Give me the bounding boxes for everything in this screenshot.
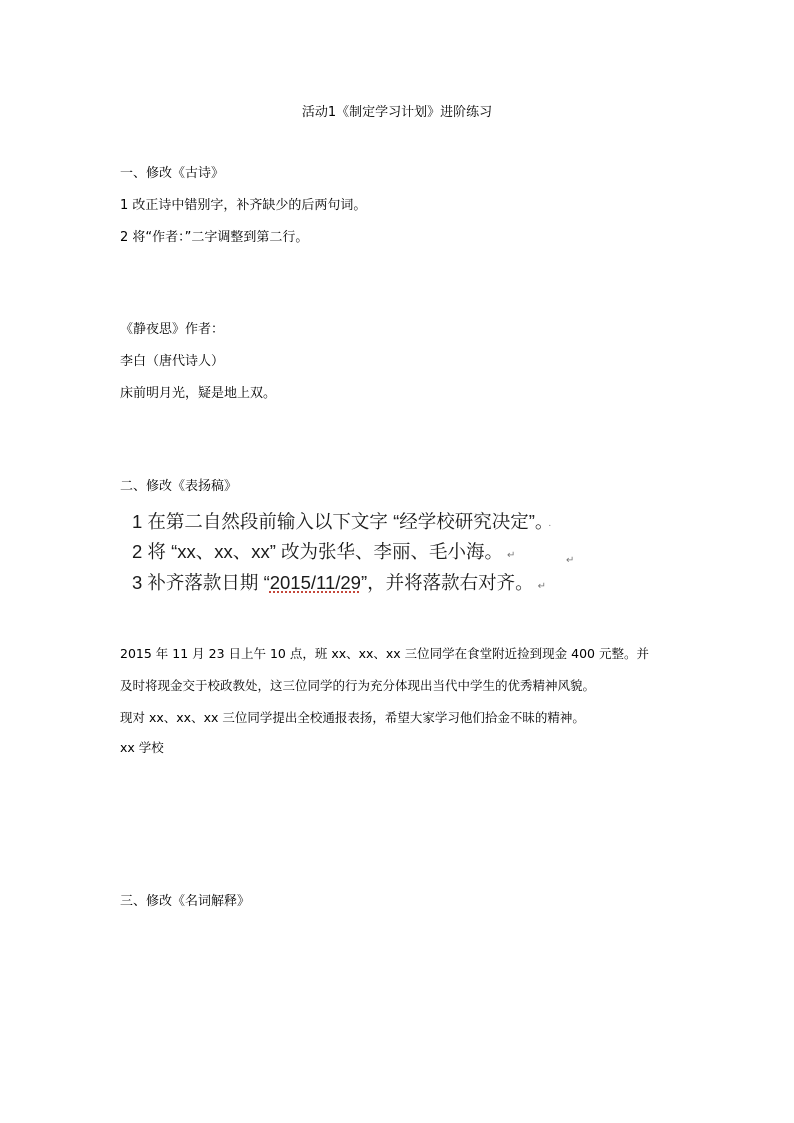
poem-title-line: 《静夜思》作者： [120,322,225,337]
praise-body-line-1: 2015 年 11 月 23 日上午 10 点，班 xx、xx、xx 三位同学在食堂附近捡到现金 400 元整。并 [120,646,649,661]
praise-signature: xx 学校 [120,740,164,755]
section2-task-2-text: 2 将 “xx、xx、xx” 改为张华、李丽、毛小海。 [132,541,504,562]
section1-task-1: 1 改正诗中错别字，补齐缺少的后两句词。 [120,198,367,213]
section2-task-3-before: 3 补齐落款日期 “ [132,572,270,593]
paragraph-return-mark-3: ↵ [537,581,547,592]
section2-task-1-text: 1 在第二自然段前输入以下文字 “经学校研究决定”。 [132,511,545,532]
paragraph-dot-mark: · [548,520,552,531]
section2-task-3-date: 2015/11/29 [269,572,361,593]
poem-verse-line: 床前明月光，疑是地上双。 [120,386,277,401]
section2-heading: 二、修改《表扬稿》 [120,479,238,494]
praise-body-line-3: 现对 xx、xx、xx 三位同学提出全校通报表扬，希望大家学习他们拾金不昧的精神。 [120,710,585,725]
document-title: 活动1《制定学习计划》进阶练习 [301,105,493,120]
poem-author-line: 李白（唐代诗人） [120,354,225,369]
praise-body-line-2: 及时将现金交于校政教处，这三位同学的行为充分体现出当代中学生的优秀精神风貌。 [120,678,596,693]
section2-task-3-after: ”，并将落款右对齐。 [360,572,534,593]
section1-task-2: 2 将“作者：”二字调整到第二行。 [120,230,309,245]
paragraph-return-mark-2: ↵ [566,555,575,566]
paragraph-return-mark: ↵ [507,550,516,561]
section2-task-3 [132,572,546,598]
section1-heading: 一、修改《古诗》 [120,166,225,181]
section3-heading: 三、修改《名词解释》 [120,894,251,909]
section2-task-2 [132,541,515,567]
section2-task-1 [132,511,552,537]
